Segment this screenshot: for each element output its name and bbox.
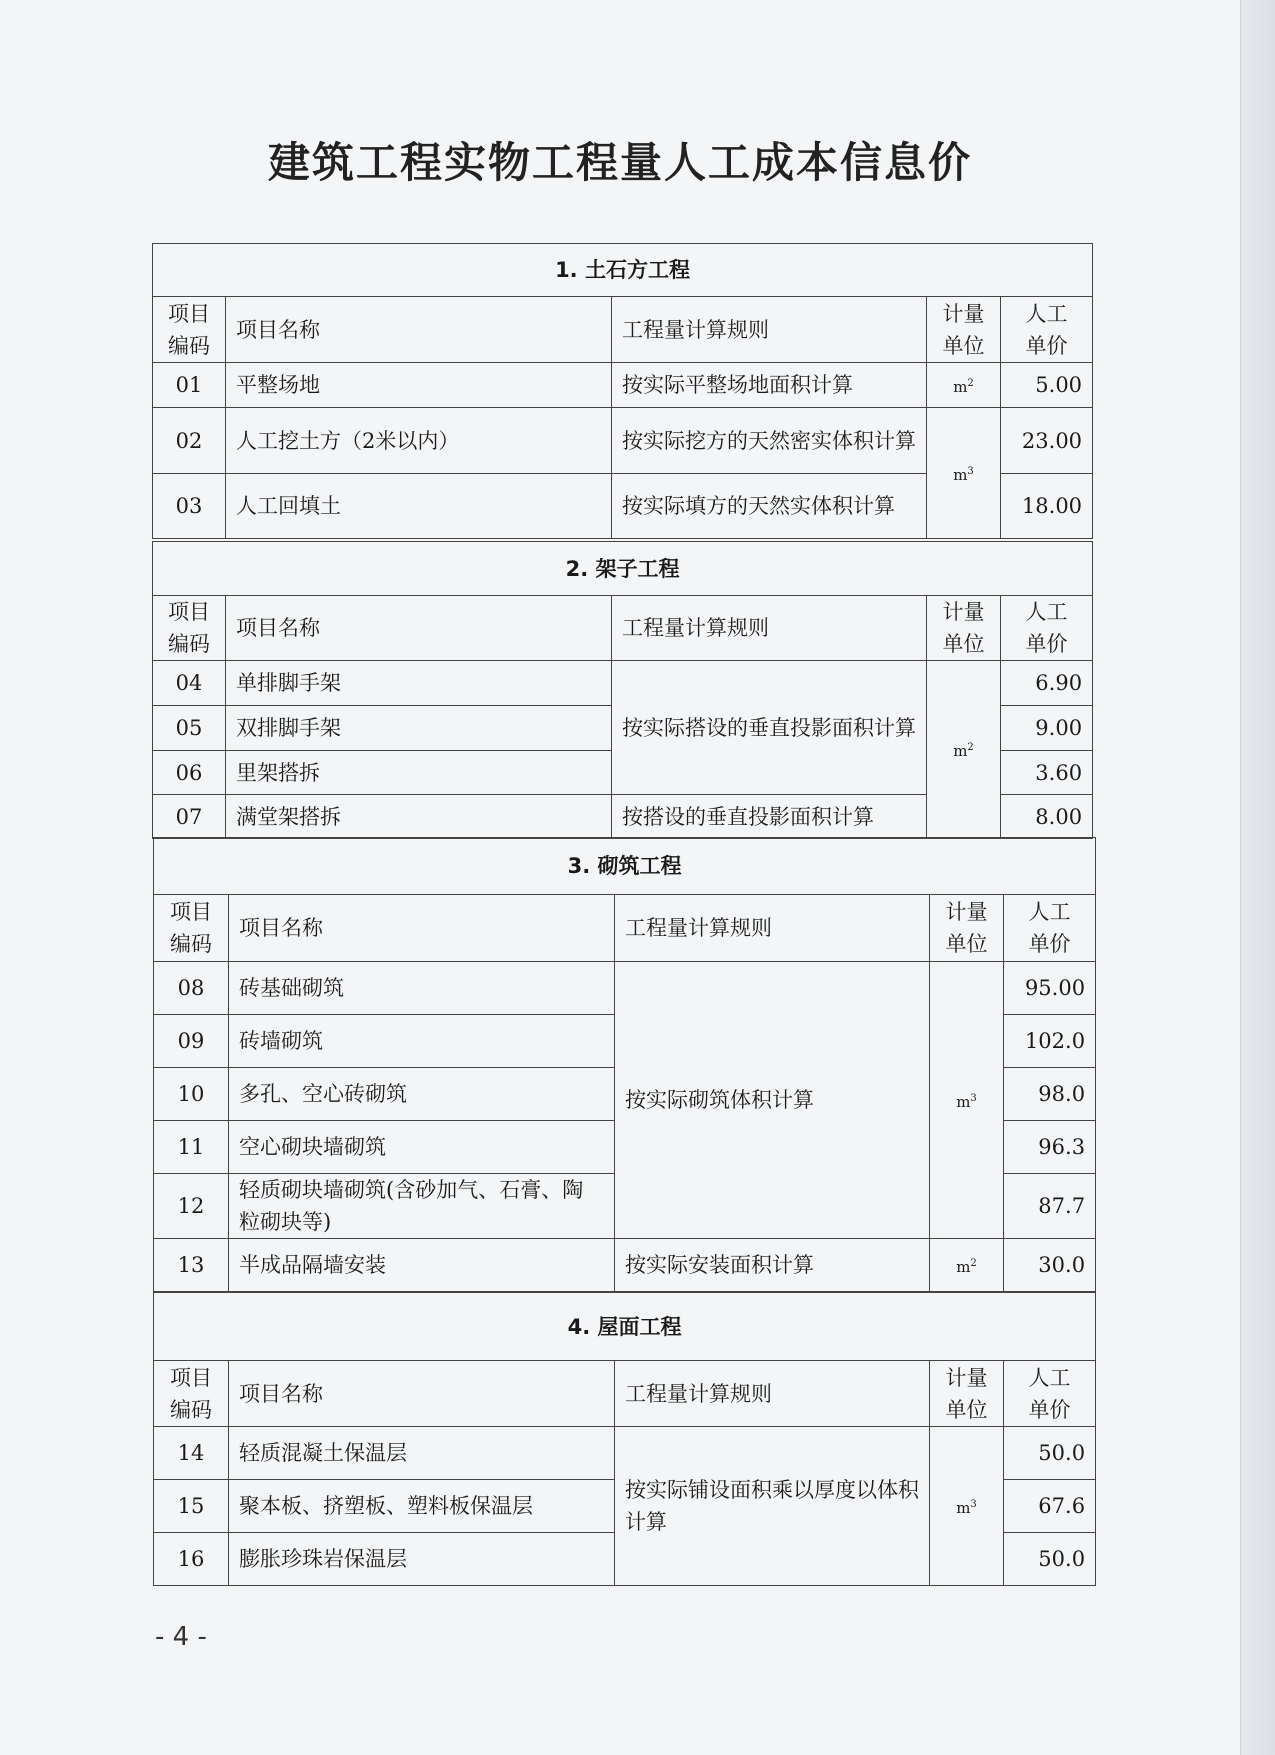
- item-rule: 按实际砌筑体积计算: [615, 962, 930, 1239]
- item-price: 9.00: [1001, 706, 1093, 751]
- item-unit: $m^2$: [927, 661, 1001, 839]
- table-row: [153, 661, 1093, 706]
- header-code: 项目 编码: [154, 895, 229, 962]
- table-header-row: [153, 596, 1093, 661]
- item-name: 满堂架搭拆: [226, 795, 612, 839]
- header-name: 项目名称: [226, 297, 612, 363]
- table-row: [153, 363, 1093, 408]
- item-name: 双排脚手架: [226, 706, 612, 751]
- section-table-masonry: [153, 837, 1096, 1292]
- item-code: 06: [153, 751, 226, 795]
- page-number: - 4 -: [155, 1622, 207, 1652]
- section-title: 2. 架子工程: [153, 542, 1093, 596]
- item-unit: $m^3$: [930, 962, 1004, 1239]
- table-header-row: [154, 895, 1096, 962]
- header-name: 项目名称: [226, 596, 612, 661]
- item-code: 12: [154, 1174, 229, 1239]
- header-price: 人工 单价: [1004, 895, 1096, 962]
- header-unit: 计量 单位: [930, 1361, 1004, 1427]
- table-header-row: [154, 1361, 1096, 1427]
- item-code: 01: [153, 363, 226, 408]
- item-code: 04: [153, 661, 226, 706]
- item-name: 半成品隔墙安装: [229, 1239, 615, 1292]
- section-table-scaffolding: [152, 541, 1093, 839]
- header-rule: 工程量计算规则: [615, 1361, 930, 1427]
- page-title: 建筑工程实物工程量人工成本信息价: [267, 138, 972, 187]
- item-price: 8.00: [1001, 795, 1093, 839]
- item-code: 11: [154, 1121, 229, 1174]
- item-price: 18.00: [1001, 474, 1093, 539]
- item-rule: 按实际挖方的天然密实体积计算: [612, 408, 927, 474]
- item-name: 多孔、空心砖砌筑: [229, 1068, 615, 1121]
- item-code: 14: [154, 1427, 229, 1480]
- header-price: 人工 单价: [1004, 1361, 1096, 1427]
- item-price: 98.0: [1004, 1068, 1096, 1121]
- header-unit: 计量 单位: [930, 895, 1004, 962]
- item-name: 膨胀珍珠岩保温层: [229, 1533, 615, 1586]
- page-edge: [1240, 0, 1275, 1755]
- header-price: 人工 单价: [1001, 596, 1093, 661]
- section-table-earthwork: [152, 243, 1093, 539]
- item-name: 人工回填土: [226, 474, 612, 539]
- item-code: 13: [154, 1239, 229, 1292]
- item-name: 砖墙砌筑: [229, 1015, 615, 1068]
- item-unit: $m^3$: [930, 1427, 1004, 1586]
- item-price: 96.3: [1004, 1121, 1096, 1174]
- item-code: 07: [153, 795, 226, 839]
- item-price: 95.00: [1004, 962, 1096, 1015]
- header-rule: 工程量计算规则: [612, 297, 927, 363]
- item-price: 87.7: [1004, 1174, 1096, 1239]
- item-name: 砖基础砌筑: [229, 962, 615, 1015]
- item-rule: 按搭设的垂直投影面积计算: [612, 795, 927, 839]
- item-name: 单排脚手架: [226, 661, 612, 706]
- header-code: 项目 编码: [153, 596, 226, 661]
- item-price: 50.0: [1004, 1427, 1096, 1480]
- table-row: [153, 408, 1093, 474]
- header-rule: 工程量计算规则: [612, 596, 927, 661]
- item-rule: 按实际搭设的垂直投影面积计算: [612, 661, 927, 795]
- item-name: 人工挖土方（2米以内）: [226, 408, 612, 474]
- header-unit: 计量 单位: [927, 596, 1001, 661]
- item-unit: $m^2$: [930, 1239, 1004, 1292]
- header-price: 人工 单价: [1001, 297, 1093, 363]
- table-header-row: [153, 297, 1093, 363]
- table-row: [154, 1427, 1096, 1480]
- item-name: 平整场地: [226, 363, 612, 408]
- item-price: 5.00: [1001, 363, 1093, 408]
- item-price: 67.6: [1004, 1480, 1096, 1533]
- item-name: 里架搭拆: [226, 751, 612, 795]
- item-name: 聚本板、挤塑板、塑料板保温层: [229, 1480, 615, 1533]
- item-code: 05: [153, 706, 226, 751]
- section-title: 1. 土石方工程: [153, 244, 1093, 297]
- section-title: 4. 屋面工程: [154, 1293, 1096, 1361]
- item-price: 3.60: [1001, 751, 1093, 795]
- item-code: 03: [153, 474, 226, 539]
- header-unit: 计量 单位: [927, 297, 1001, 363]
- item-name: 空心砌块墙砌筑: [229, 1121, 615, 1174]
- item-code: 09: [154, 1015, 229, 1068]
- item-code: 02: [153, 408, 226, 474]
- header-code: 项目 编码: [153, 297, 226, 363]
- item-price: 102.0: [1004, 1015, 1096, 1068]
- item-price: 30.0: [1004, 1239, 1096, 1292]
- item-code: 15: [154, 1480, 229, 1533]
- item-unit: $m^2$: [927, 363, 1001, 408]
- item-price: 23.00: [1001, 408, 1093, 474]
- table-row: [154, 962, 1096, 1015]
- item-rule: 按实际安装面积计算: [615, 1239, 930, 1292]
- header-code: 项目 编码: [154, 1361, 229, 1427]
- item-name: 轻质砌块墙砌筑(含砂加气、石膏、陶粒砌块等): [229, 1174, 615, 1239]
- item-code: 08: [154, 962, 229, 1015]
- item-code: 16: [154, 1533, 229, 1586]
- item-price: 50.0: [1004, 1533, 1096, 1586]
- table-row: [154, 1239, 1096, 1292]
- header-name: 项目名称: [229, 1361, 615, 1427]
- item-unit: $m^3$: [927, 408, 1001, 539]
- section-table-roofing: [153, 1292, 1096, 1586]
- item-rule: 按实际平整场地面积计算: [612, 363, 927, 408]
- item-name: 轻质混凝土保温层: [229, 1427, 615, 1480]
- item-code: 10: [154, 1068, 229, 1121]
- item-rule: 按实际填方的天然实体积计算: [612, 474, 927, 539]
- header-rule: 工程量计算规则: [615, 895, 930, 962]
- item-rule: 按实际铺设面积乘以厚度以体积计算: [615, 1427, 930, 1586]
- header-name: 项目名称: [229, 895, 615, 962]
- item-price: 6.90: [1001, 661, 1093, 706]
- section-title: 3. 砌筑工程: [154, 838, 1096, 895]
